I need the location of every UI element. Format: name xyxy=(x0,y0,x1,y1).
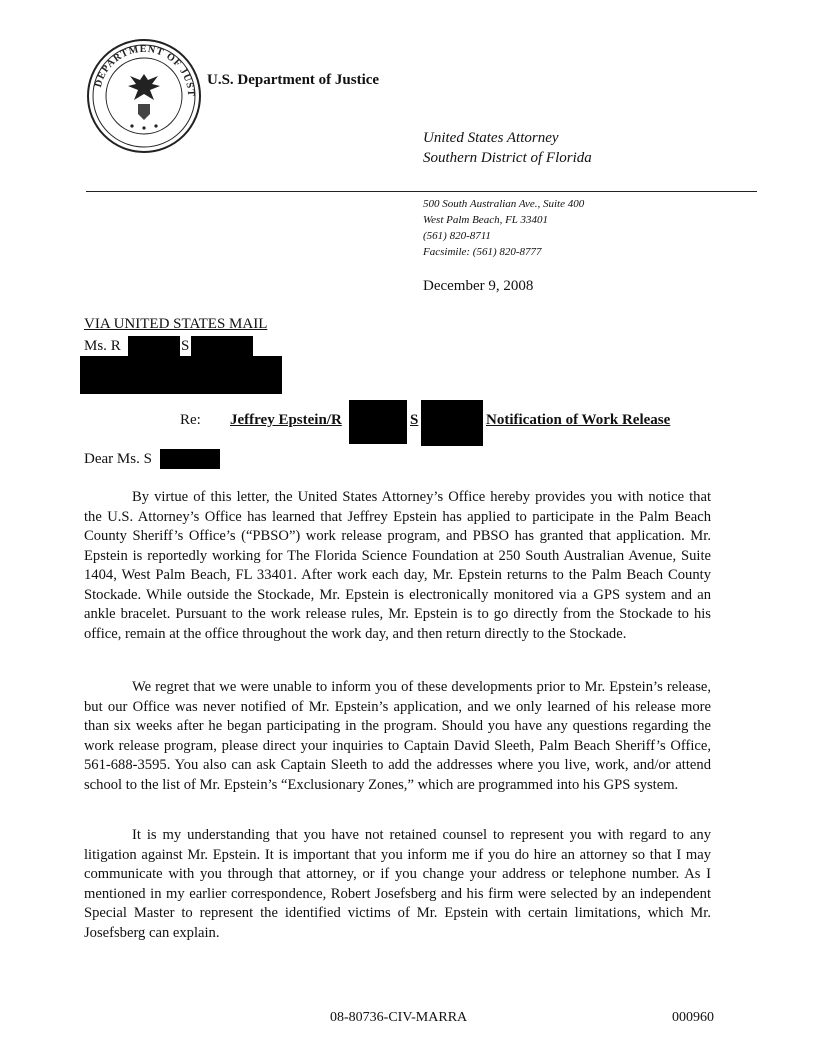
agency-name: U.S. Department of Justice xyxy=(207,72,380,88)
body-paragraph: It is my understanding that you have not retained counsel to represent you with regard to any litigation against Mr. Epstein. It is important that you inform me if you do hire an attorney so that I may communicate with you through that attorney, or if you change your address or telephone number. As I mentioned in my earlier correspondence, Robert Josefsberg and his firm were selected by an independent Special Master to represent the identified victims of Mr. Epstein with certain limitations, which Mr. Josefsberg can explain. xyxy=(84,827,711,941)
address-block xyxy=(423,196,584,260)
delivery-method: VIA UNITED STATES MAIL xyxy=(84,316,268,332)
letter-date: December 9, 2008 xyxy=(423,278,534,294)
redaction-box xyxy=(160,449,220,469)
redaction-box xyxy=(191,336,253,356)
redaction-box xyxy=(128,336,180,356)
office-line-1: United States Attorney xyxy=(423,130,559,146)
body-paragraph: We regret that we were unable to inform you of these developments prior to Mr. Epstein’s release, but our Office was never notified of Mr. Epstein’s application, and we only learned of his release more than six weeks after he began participating in the program. Should you have any questions regarding the work release program, please direct your inquiries to Captain David Sleeth, Palm Beach Sheriff’s Office, 561-688-3595. You also can ask Captain Sleeth to add the addresses where you live, work, and/or attend school to the list of Mr. Epstein’s “Exclusionary Zones,” which are programmed into his GPS system. xyxy=(84,679,711,793)
redaction-box xyxy=(421,400,483,446)
office-line-2: Southern District of Florida xyxy=(423,150,592,166)
body-paragraph: By virtue of this letter, the United States Attorney’s Office hereby provides you with notice that the U.S. Attorney’s Office has learned that Jeffrey Epstein has applied to participate in the Palm Beach County Sheriff’s Office’s (“PBSO”) work release program, and PBSO has granted that application. Mr. Epstein is reportedly working for The Florida Science Foundation at 250 South Australian Avenue, Suite 1404, West Palm Beach, FL 33401. After work each day, Mr. Epstein returns to the Palm Beach County Stockade. While outside the Stockade, Mr. Epstein is electronically monitored via a GPS system and an ankle bracelet. Pursuant to the work release rules, Mr. Epstein is to go directly from the Stockade to his office, remain at the office throughout the work day, and then return directly to the Stockade. xyxy=(84,489,711,642)
re-subject-part-2: S xyxy=(410,412,419,428)
redaction-box xyxy=(349,400,407,444)
doj-seal-icon xyxy=(86,38,202,154)
re-label: Re: xyxy=(180,412,201,428)
seal-text: DEPARTMENT OF JUST xyxy=(92,43,197,98)
case-number: 08-80736-CIV-MARRA xyxy=(330,1010,468,1025)
recipient-last-initial: S xyxy=(181,338,190,354)
fax: Facsimile: (561) 820-8777 xyxy=(423,246,542,258)
address-line-2: West Palm Beach, FL 33401 xyxy=(423,214,548,226)
redaction-box xyxy=(80,356,282,394)
doj-seal xyxy=(86,38,202,154)
greeting: Dear Ms. S xyxy=(84,451,152,467)
office-block xyxy=(423,128,592,168)
recipient-first-initial: R xyxy=(110,338,121,354)
recipient-line xyxy=(84,338,121,355)
recipient-salutation: Ms. xyxy=(84,338,107,354)
address-line-1: 500 South Australian Ave., Suite 400 xyxy=(423,198,585,210)
bates-number: 000960 xyxy=(672,1010,714,1025)
re-subject-part-3: Notification of Work Release xyxy=(486,412,671,428)
phone: (561) 820-8711 xyxy=(423,230,491,242)
header-divider xyxy=(86,191,757,192)
re-subject-part-1: Jeffrey Epstein/R xyxy=(230,412,342,428)
